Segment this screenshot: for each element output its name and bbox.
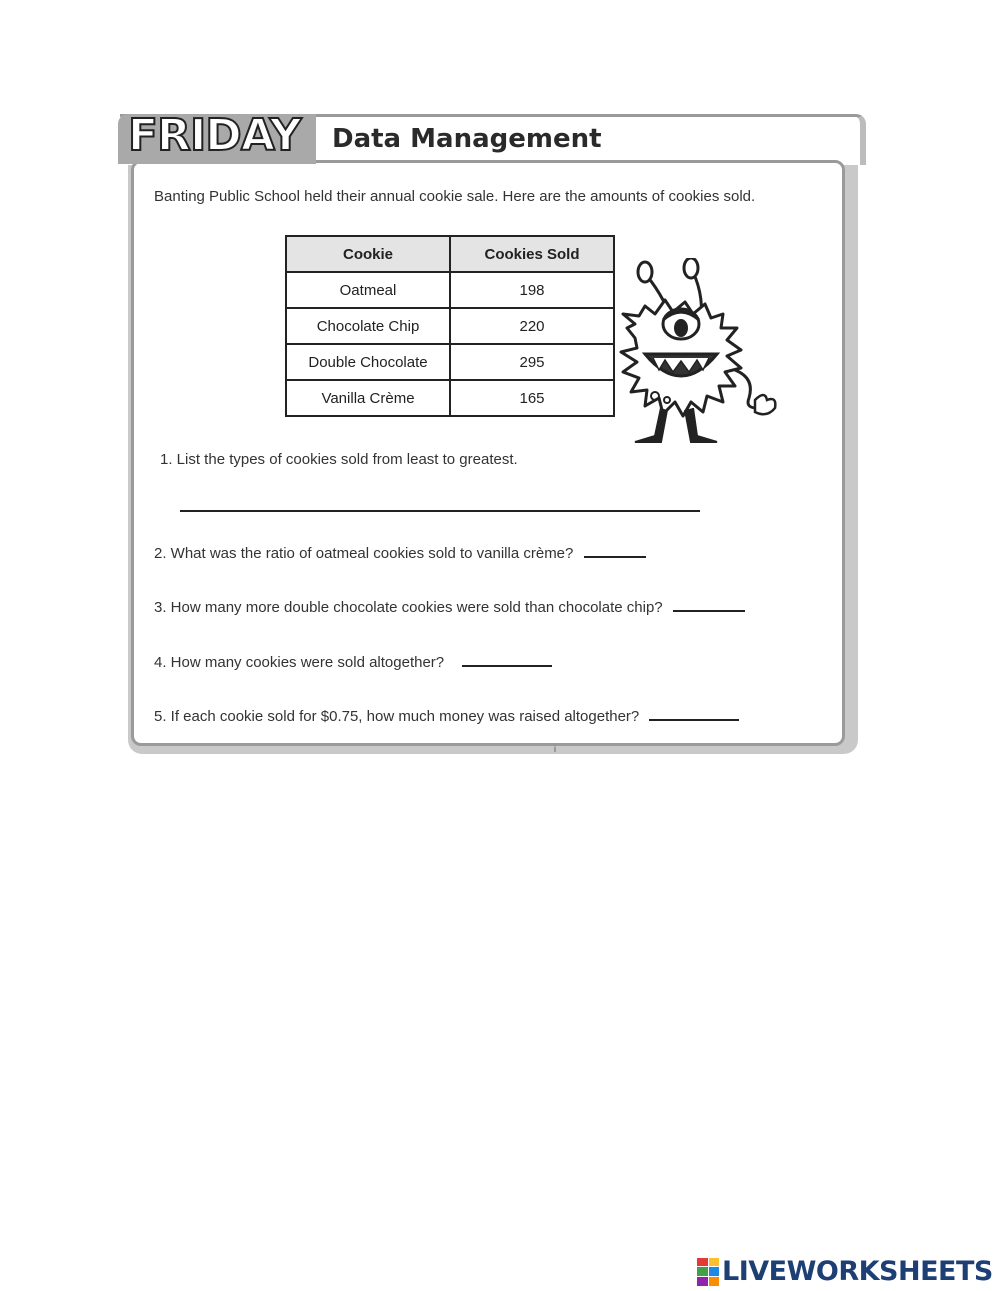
question-1 [160, 451, 518, 468]
question-3 [154, 596, 745, 616]
cookie-name: Chocolate Chip [286, 308, 450, 344]
cookie-name: Double Chocolate [286, 344, 450, 380]
column-header-sold: Cookies Sold [450, 236, 614, 272]
intro-text: Banting Public School held their annual cookie sale. Here are the amounts of cookies sold. [154, 188, 756, 205]
table-row [286, 272, 614, 308]
answer-1-blank[interactable] [180, 510, 700, 512]
liveworksheets-brand[interactable] [697, 1256, 993, 1287]
question-5-text: 5. If each cookie sold for $0.75, how much money was raised altogether? [154, 708, 640, 725]
logo-block [697, 1267, 708, 1276]
question-1-text: 1. List the types of cookies sold from least to greatest. [160, 451, 518, 468]
question-4-text: 4. How many cookies were sold altogether? [154, 654, 445, 671]
monster-illustration [605, 258, 785, 458]
table-row [286, 344, 614, 380]
answer-4-blank[interactable] [462, 651, 552, 667]
cookie-count: 198 [450, 272, 614, 308]
page-footnote: i [554, 744, 556, 754]
question-5 [154, 705, 739, 725]
column-header-cookie: Cookie [286, 236, 450, 272]
table-row [286, 380, 614, 416]
cookie-table [285, 235, 615, 417]
brand-name: LIVEWORKSHEETS [722, 1256, 993, 1287]
logo-block [697, 1258, 708, 1267]
question-2 [154, 542, 646, 562]
logo-block [709, 1258, 720, 1267]
cookie-name: Oatmeal [286, 272, 450, 308]
cookie-name: Vanilla Crème [286, 380, 450, 416]
cookie-count: 220 [450, 308, 614, 344]
cookie-count: 295 [450, 344, 614, 380]
logo-block [709, 1277, 720, 1286]
answer-2-blank[interactable] [584, 542, 646, 558]
answer-3-blank[interactable] [673, 596, 745, 612]
logo-block [697, 1277, 708, 1286]
liveworksheets-logo-icon [697, 1258, 719, 1286]
table-row [286, 308, 614, 344]
day-title: FRIDAY [128, 110, 301, 161]
question-3-text: 3. How many more double chocolate cookies were sold than chocolate chip? [154, 599, 663, 616]
question-2-text: 2. What was the ratio of oatmeal cookies sold to vanilla crème? [154, 545, 574, 562]
table-header-row [286, 236, 614, 272]
cookie-count: 165 [450, 380, 614, 416]
question-4 [154, 651, 552, 671]
logo-block [709, 1267, 720, 1276]
answer-5-blank[interactable] [649, 705, 739, 721]
page-title: Data Management [332, 124, 602, 154]
